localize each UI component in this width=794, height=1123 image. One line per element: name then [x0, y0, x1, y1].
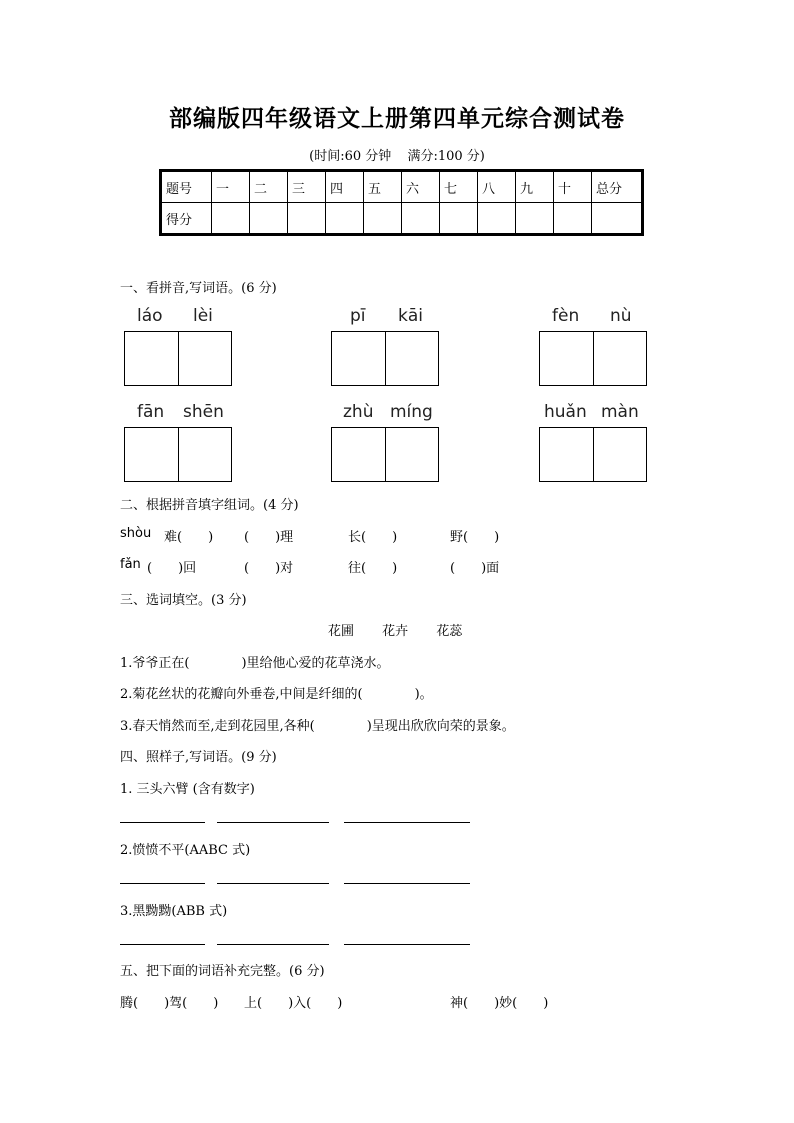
score-cell: 四: [326, 171, 364, 203]
word-choices: [316, 620, 474, 639]
fill-item: ( )理: [244, 530, 294, 545]
score-input-cell[interactable]: [592, 203, 643, 235]
exam-info: [0, 145, 794, 164]
page-title: 部编版四年级语文上册第四单元综合测试卷: [169, 105, 625, 132]
fill-item: 长( ): [348, 530, 398, 545]
fill-item: ( )面: [450, 561, 500, 576]
pinyin: fèn: [552, 306, 580, 326]
question: 1. 三头六臂 (含有数字): [120, 782, 255, 797]
question: 2.愤愤不平(AABC 式): [120, 843, 251, 858]
score-cell: 得分: [161, 203, 212, 235]
answer-line[interactable]: [217, 883, 329, 884]
pinyin: shēn: [183, 402, 224, 422]
pinyin: shòu: [120, 526, 152, 541]
answer-line[interactable]: [344, 822, 470, 823]
pinyin: kāi: [398, 306, 423, 326]
score-cell: 三: [288, 171, 326, 203]
answer-line[interactable]: [120, 822, 205, 823]
pinyin: míng: [390, 402, 433, 422]
score-input-cell[interactable]: [478, 203, 516, 235]
score-cell: 总分: [592, 171, 643, 203]
writing-box-pair[interactable]: [539, 331, 647, 386]
score-input-cell[interactable]: [326, 203, 364, 235]
word-choice: 花蕊: [436, 624, 463, 639]
fill-item: 野( ): [450, 530, 500, 545]
section3-heading: 三、选词填空。(3 分): [120, 593, 247, 608]
section4-heading: 四、照样子,写词语。(9 分): [120, 750, 277, 765]
writing-box-pair[interactable]: [331, 427, 439, 482]
pinyin: pī: [350, 306, 366, 326]
score-cell: 七: [440, 171, 478, 203]
score-cell: 九: [516, 171, 554, 203]
pinyin: fān: [137, 402, 165, 422]
score-table-score-row: [161, 203, 643, 235]
exam-full-score: 满分:100 分): [407, 149, 485, 164]
question: 1.爷爷正在( )里给他心爱的花草浇水。: [120, 656, 390, 671]
score-input-cell[interactable]: [364, 203, 402, 235]
score-input-cell[interactable]: [440, 203, 478, 235]
writing-box-pair[interactable]: [331, 331, 439, 386]
score-input-cell[interactable]: [402, 203, 440, 235]
fill-item: 上( )入( ): [244, 996, 343, 1011]
score-cell: 八: [478, 171, 516, 203]
pinyin: zhù: [343, 402, 374, 422]
pinyin: nù: [610, 306, 632, 326]
pinyin: fǎn: [120, 557, 141, 572]
score-table-header-row: [161, 171, 643, 203]
writing-box-pair[interactable]: [124, 331, 232, 386]
answer-line[interactable]: [217, 944, 329, 945]
pinyin: láo: [137, 306, 163, 326]
section5-heading: 五、把下面的词语补充完整。(6 分): [120, 964, 325, 979]
score-input-cell[interactable]: [288, 203, 326, 235]
score-cell: 一: [212, 171, 250, 203]
score-input-cell[interactable]: [250, 203, 288, 235]
question: 3.黑黝黝(ABB 式): [120, 904, 228, 919]
question: 2.菊花丝状的花瓣向外垂卷,中间是纤细的( )。: [120, 687, 433, 702]
word-choice: 花圃: [328, 624, 355, 639]
score-input-cell[interactable]: [516, 203, 554, 235]
score-cell: 十: [554, 171, 592, 203]
writing-box-pair[interactable]: [124, 427, 232, 482]
pinyin: màn: [601, 402, 639, 422]
fill-item: 难( ): [164, 530, 214, 545]
answer-line[interactable]: [120, 883, 205, 884]
question: 3.春天悄然而至,走到花园里,各种( )呈现出欣欣向荣的景象。: [120, 719, 515, 734]
answer-line[interactable]: [344, 883, 470, 884]
score-input-cell[interactable]: [212, 203, 250, 235]
fill-item: ( )回: [147, 561, 197, 576]
section2-heading: 二、根据拼音填字组词。(4 分): [120, 498, 299, 513]
fill-item: ( )对: [244, 561, 294, 576]
fill-item: 往( ): [348, 561, 398, 576]
score-cell: 题号: [161, 171, 212, 203]
pinyin: lèi: [193, 306, 213, 326]
answer-line[interactable]: [120, 944, 205, 945]
section1-heading: 一、看拼音,写词语。(6 分): [120, 281, 277, 296]
score-cell: 二: [250, 171, 288, 203]
score-table: [159, 169, 644, 236]
score-cell: 五: [364, 171, 402, 203]
exam-time: (时间:60 分钟: [309, 149, 392, 164]
fill-item: 神( )妙( ): [450, 996, 549, 1011]
score-cell: 六: [402, 171, 440, 203]
fill-item: 腾( )驾( ): [120, 996, 219, 1011]
pinyin: huǎn: [544, 402, 587, 422]
score-input-cell[interactable]: [554, 203, 592, 235]
answer-line[interactable]: [217, 822, 329, 823]
writing-box-pair[interactable]: [539, 427, 647, 482]
answer-line[interactable]: [344, 944, 470, 945]
word-choice: 花卉: [382, 624, 409, 639]
